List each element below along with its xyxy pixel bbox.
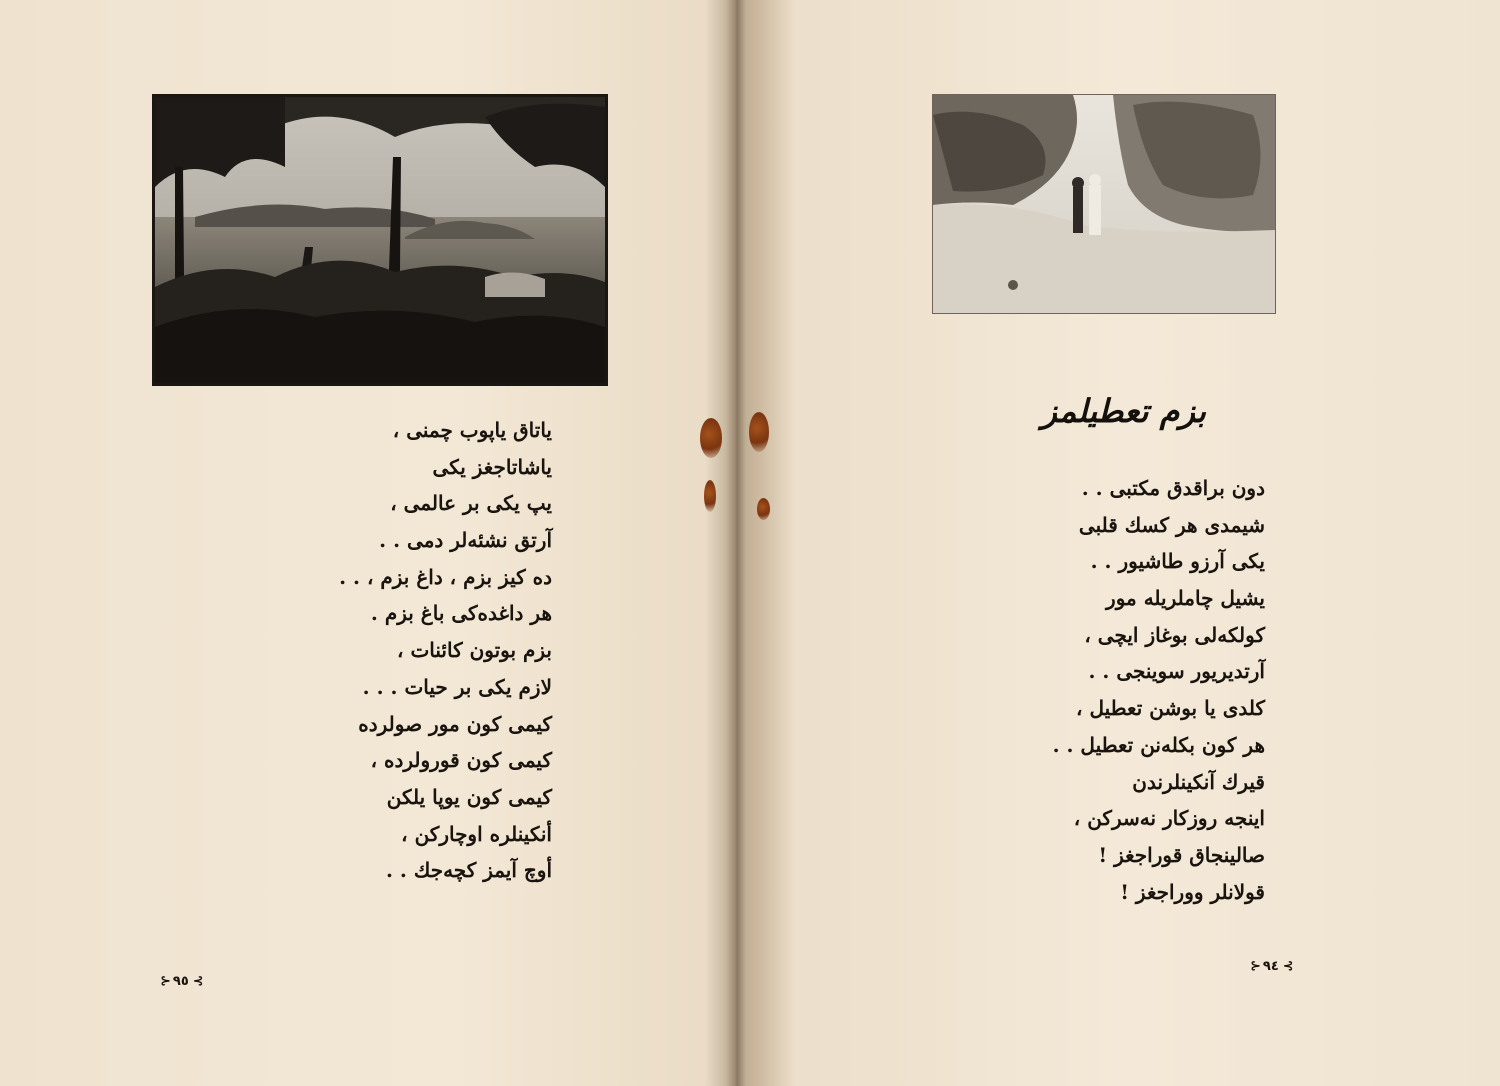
poem-line: صالینجاق قوراجغز ! [1098,842,1265,867]
poem-line: قولانلر ووراجغز ! [1120,879,1265,904]
page-number-text: ٩٤ [1262,959,1279,974]
poem-title: بزم تعطیلمز [1041,392,1206,430]
stain-mark [700,418,722,458]
poem-line: یپ یکی بر عالمی ، [390,491,552,516]
page-number-text: ٩٥ [172,974,189,989]
poem-line: اینجه روزکار نه‌سرکن ، [1073,806,1265,831]
poem-line: شیمدی هر کسك قلبی [1078,512,1265,537]
ornament-icon: ⊰ [160,974,169,989]
poem-line: دون براقدق مکتبی . . [1081,476,1265,500]
page-number-right [1250,959,1292,974]
poem-line: کیمی کون مور صولرده [358,711,552,736]
poem-line: کیمی کون یوپا یلکن [386,784,552,809]
poem-line: لازم یکی بر حیات . . . [362,674,552,699]
poem-line: بزم بوتون کائنات ، [397,638,552,663]
stain-mark [704,480,716,512]
ornament-icon: ⊰ [1250,959,1259,974]
poem-line: ده کیز بزم ، داغ بزم ، . . [339,564,552,589]
poem-line: یشیل چاملریله مور [1106,586,1265,611]
poem-line: کولکه‌لی بوغاز ایچی ، [1084,622,1265,647]
ornament-icon: ⊱ [1282,959,1292,974]
poem-line: قیرك آنکینلرندن [1132,769,1265,794]
right-page [738,0,1500,1086]
poem-line: یاشاتاجغز یکی [432,454,552,479]
poem-line: هر داغده‌کی باغ بزم . [370,601,552,626]
poem-line: أوچ آیمز کچه‌جك . . [386,858,552,883]
poem-line: کیمی کون قورولرده ، [370,748,552,773]
poem-left [290,412,552,889]
gorge-photo [932,94,1276,314]
poem-line: آرتدیریور سوینجی . . [1088,659,1265,684]
page-number-left [160,974,202,989]
poem-line: کلدی یا بوشن تعطیل ، [1076,696,1265,721]
poem-right [1010,470,1265,910]
poem-line: یکی آرزو طاشیور . . [1090,549,1265,574]
left-page [0,0,735,1086]
poem-line: أنکینلره اوچارکن ، [401,821,552,846]
poem-line: آرتق نشئه‌لر دمی . . [379,528,552,553]
ornament-icon: ⊱ [192,974,202,989]
poem-line: یاتاق یاپوب چمنی ، [392,418,552,442]
landscape-photo [152,94,608,386]
poem-line: هر کون بکله‌نن تعطیل . . [1052,732,1265,757]
